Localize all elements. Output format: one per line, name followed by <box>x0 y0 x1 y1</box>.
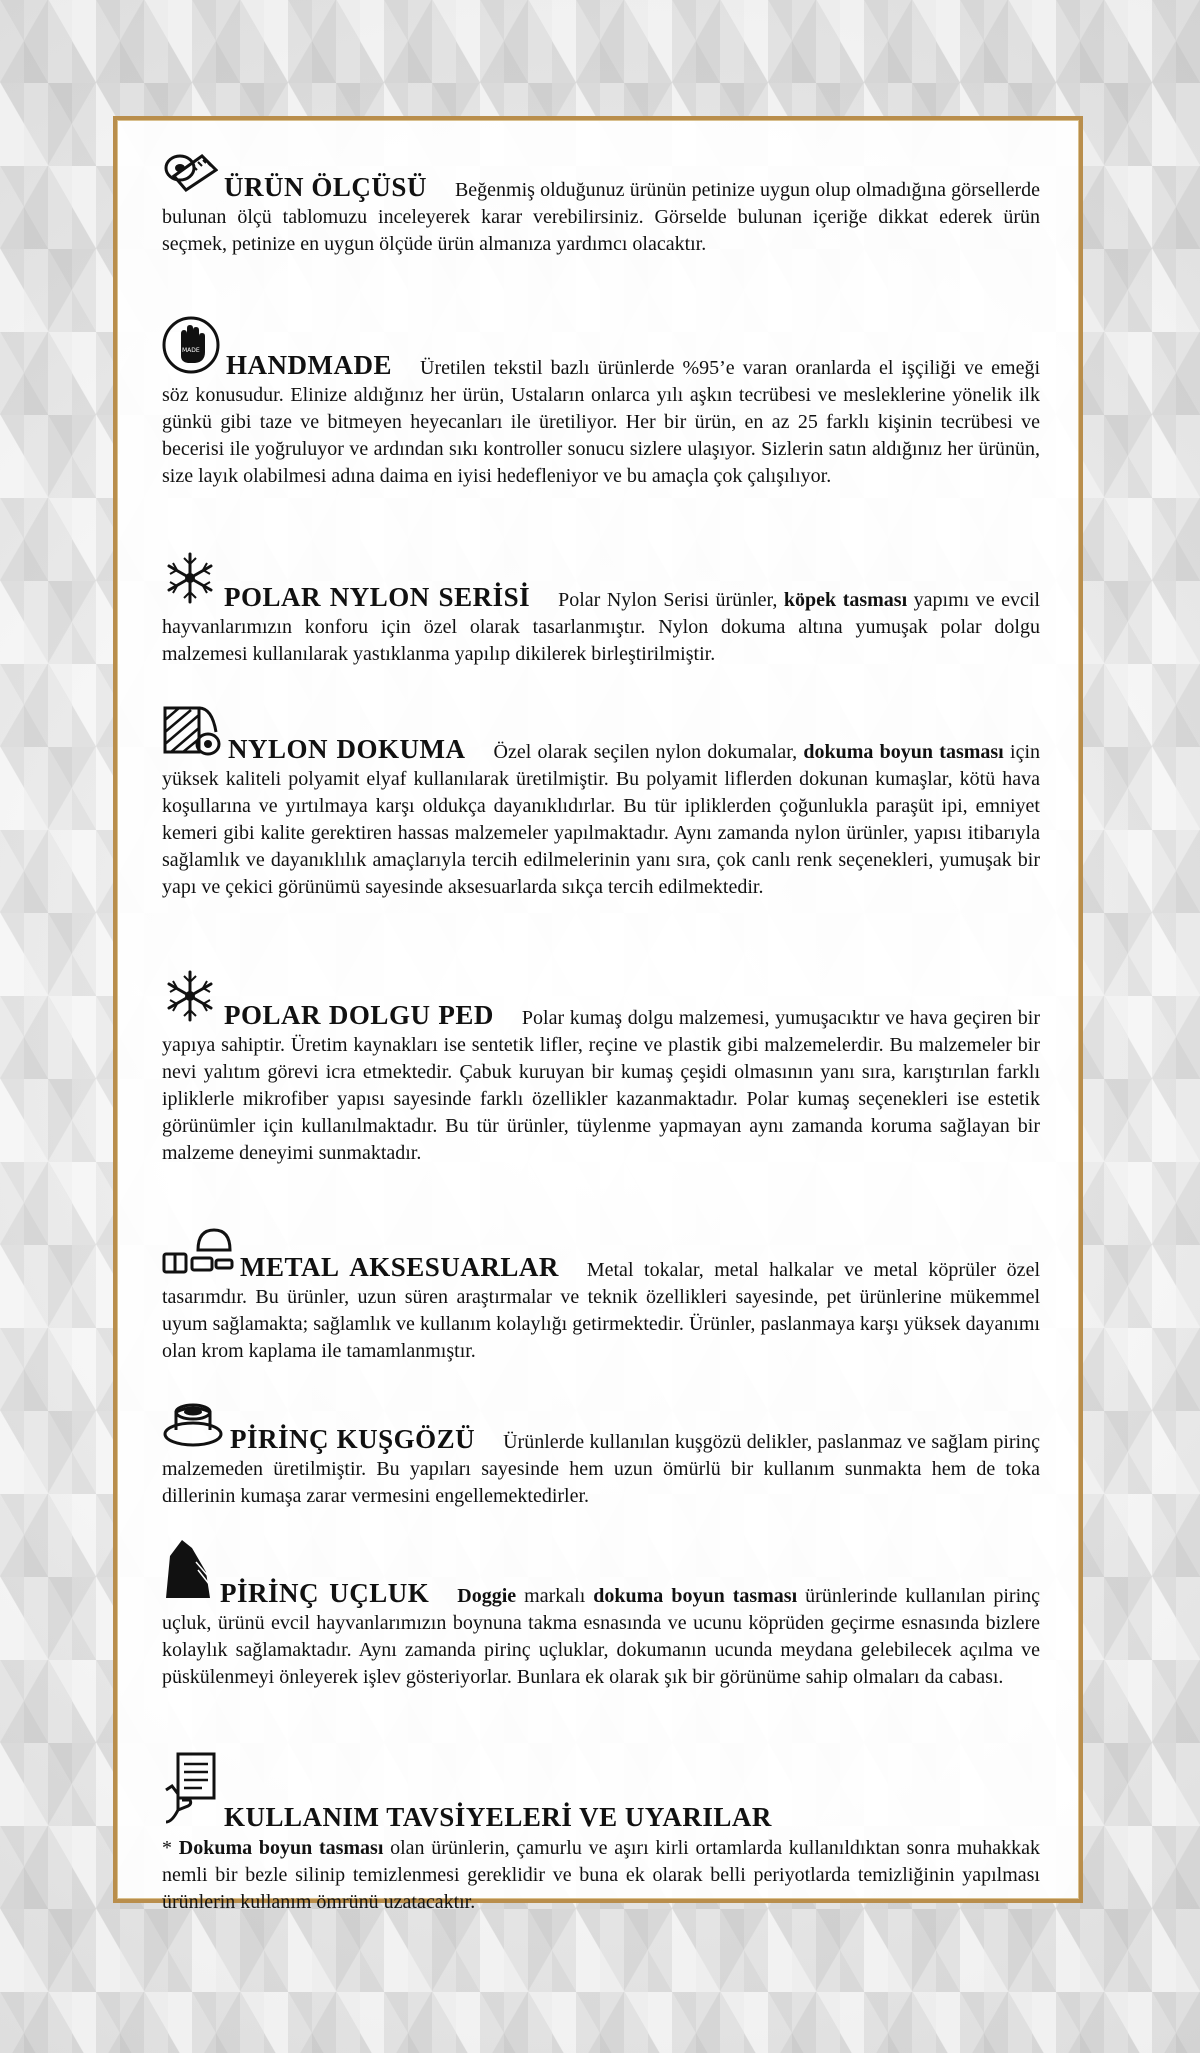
section-text: Üretilen tekstil bazlı ürünlerde %95’e varan oranlarda el işçiliği ve emeği söz konusudur. Elinize aldığınız her ürün, Ustaların onlarca yılı aşkın tecrübesi ve mesleklerine yönelik ilk günkü gibi taze ve bitmeyen heyecanları ile üretiliyor. Her bir ürün, en az 25 farklı kişinin tecrübesi ve becerisi ile yoğruluyor ve ardından sıkı kontroller sonucu sizlere ulaşıyor. Sizlerin satın aldığınız her ürünün, size layık olabilmesi adına daima en iyisi hedefleniyor ve bu amaçla çok çalışılıyor. <box>162 357 1040 487</box>
handmade-hand-icon <box>162 316 220 382</box>
section-text: Polar kumaş dolgu malzemesi, yumuşacıktır ve hava geçiren bir yapıya sahiptir. Üretim kaynakları ise sentetik lifler, reçine ve plastik gibi malzemelerdir. Bu malzemeler bir nevi yalıtım görevi icra etmektedir. Çabuk kuruyan bir kumaş çeşidi olmasının yanı sıra, karıştırılan farklı ipliklerle mikrofiber yapısı sayesinde farklı özellikler kazanmaktadır. Polar kumaş seçenekleri ise estetik görünümler için kullanılmaktadır. Bu tür ürünler, tüylenme yapmayan aynı zamanda koruma sağlayan bir malzeme deneyimi sunmaktadır. <box>162 1007 1040 1164</box>
section-paragraph <box>162 316 1040 490</box>
section-text: yapımı ve evcil hayvanlarımızın konforu için özel olarak tasarlanmıştır. Nylon dokuma altına yumuşak polar dolgu malzemesi kullanılarak yastıklanma yapılıp dikilerek birleştirilmiştir. <box>162 589 1040 665</box>
handmade-icon-label: MADE <box>182 347 200 354</box>
section-title: PİRİNÇ KUŞGÖZÜ <box>230 1424 476 1454</box>
snowflake-icon <box>162 968 218 1032</box>
section-urun-olcusu <box>162 150 1040 258</box>
section-title: ÜRÜN ÖLÇÜSÜ <box>224 172 427 202</box>
section-pirinc-ucluk <box>162 1538 1040 1691</box>
section-title: NYLON DOKUMA <box>228 734 466 764</box>
section-text-bold: Doggie <box>457 1585 517 1607</box>
section-text-bold: Dokuma boyun tasması <box>178 1837 384 1859</box>
section-title: METAL AKSESUARLAR <box>240 1252 559 1282</box>
section-title: HANDMADE <box>226 350 392 380</box>
snowflake-icon <box>162 550 218 614</box>
section-paragraph <box>162 1396 1040 1510</box>
section-text: ürünlerinde kullanılan pirinç uçluk, ürünü evcil hayvanlarımızın boynuna takma esnasında ve ucunu köprüden geçirme esnasında bizlere kolaylık sağlamaktadır. Aynı zamanda pirinç uçluklar, dokumanın ucunda meydana gelebilecek açılma ve püskülenmeyi önleyerek işlev gösteriyorlar. Bunlara ek olarak şık bir görünüme sahip olmaları da cabası. <box>162 1585 1041 1688</box>
section-text-bold: dokuma boyun tasması <box>593 1585 798 1607</box>
section-text: Özel olarak seçilen nylon dokumalar, <box>493 741 804 763</box>
section-metal-aksesuarlar <box>162 1226 1040 1365</box>
section-paragraph <box>162 550 1040 668</box>
tape-measure-icon <box>162 150 218 204</box>
section-nylon-dokuma <box>162 702 1040 901</box>
document-hand-icon <box>162 1750 218 1835</box>
section-text: Metal tokalar, metal halkalar ve metal köprüler özel tasarımdır. Bu ürünler, uzun süren araştırmalar ve teknik özellikleri sayesinde, pet ürünlerine mükemmel uyum sağlamakta; sağlamlık ve kullanım kolaylığı getirmektedir. Ürünler, paslanmaya karşı yüksek dayanımı olan krom kaplama ile tamamlanmıştır. <box>162 1259 1040 1362</box>
section-paragraph <box>162 702 1040 901</box>
eyelet-icon <box>162 1396 224 1456</box>
section-text: Ürünlerde kullanılan kuşgözü delikler, paslanmaz ve sağlam pirinç malzemeden üretilmiştir. Bu yapıları sayesinde hem uzun ömürlü bir kullanım sunmakta hem de toka dillerinin kumaşa zarar vermesini engellemektedirler. <box>162 1431 1040 1507</box>
brass-tip-icon <box>162 1538 214 1610</box>
metal-buckle-icon <box>162 1226 234 1284</box>
section-text-bold: dokuma boyun tasması <box>803 741 1004 763</box>
section-paragraph <box>162 1226 1040 1365</box>
section-pirinc-kusgozu <box>162 1396 1040 1510</box>
section-paragraph <box>162 1538 1040 1691</box>
section-paragraph <box>162 150 1040 258</box>
section-title: POLAR DOLGU PED <box>224 1000 494 1030</box>
section-header <box>162 1750 1040 1835</box>
section-text: * <box>162 1837 179 1859</box>
section-title: PİRİNÇ UÇLUK <box>220 1578 430 1608</box>
section-kullanim-tavsiyeleri <box>162 1750 1040 1916</box>
section-text: için yüksek kaliteli polyamit elyaf kullanılarak üretilmiştir. Bu polyamit liflerden dokunan kumaşlar, kötü hava koşullarına ve yırtılmaya karşı oldukça dayanıklıdırlar. Bu tür ipliklerden çoğunlukla paraşüt ipi, emniyet kemeri gibi kalite gerektiren hassas malzemeler yapılmaktadır. Aynı zamanda nylon ürünler, yapısı itibarıyla sağlamlık ve dayanıklılık amaçlarıyla tercih edilmelerinin yanı sıra, çok canlı renk seçenekleri, yumuşak bir yapı ve çekici görünümü sayesinde aksesuarlarda sıkça tercih edilmektedir. <box>162 741 1041 898</box>
section-handmade <box>162 316 1040 490</box>
section-polar-nylon <box>162 550 1040 668</box>
section-text-bold: köpek tasması <box>783 589 908 611</box>
section-text: Beğenmiş olduğunuz ürünün petinize uygun olup olmadığına görsellerde bulunan ölçü tablomuzu inceleyerek karar verebilirsiniz. Görselde bulunan içeriğe dikkat ederek ürün seçmek, petinize en uygun ölçüde ürün almanıza yardımcı olacaktır. <box>162 179 1040 255</box>
section-paragraph <box>162 1835 1040 1916</box>
content-panel <box>113 116 1083 1913</box>
section-text: olan ürünlerin, çamurlu ve aşırı kirli ortamlarda kullanıldıktan sonra muhakkak nemli bir bezle silinip temizlenmesi gereklidir ve buna ek olarak belli periyotlarda temizliğinin yapılması ürünlerin kullanım ömrünü uzatacaktır. <box>162 1837 1041 1913</box>
section-title: KULLANIM TAVSİYELERİ VE UYARILAR <box>224 1802 772 1832</box>
section-text: Polar Nylon Serisi ürünler, <box>558 589 784 611</box>
section-polar-dolgu <box>162 968 1040 1167</box>
section-paragraph <box>162 968 1040 1167</box>
section-text: markalı <box>516 1585 594 1607</box>
fabric-roll-icon <box>162 702 222 766</box>
section-title: POLAR NYLON SERİSİ <box>224 582 531 612</box>
